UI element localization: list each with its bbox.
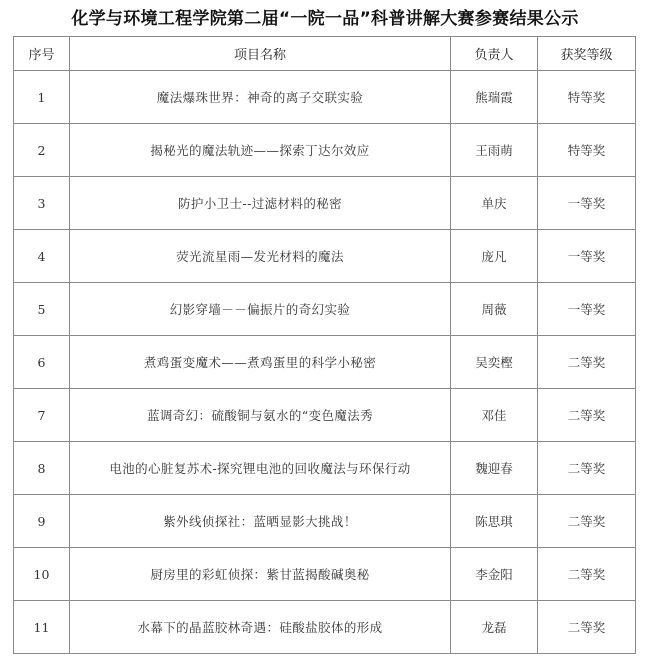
project-name: 煮鸡蛋变魔术——煮鸡蛋里的科学小秘密 — [70, 336, 451, 389]
project-name: 紫外线侦探社：蓝晒显影大挑战！ — [70, 495, 451, 548]
award-level: 二等奖 — [538, 389, 636, 442]
row-number: 2 — [14, 124, 70, 177]
header-project: 项目名称 — [70, 37, 451, 71]
award-level: 特等奖 — [538, 124, 636, 177]
award-level: 一等奖 — [538, 283, 636, 336]
project-name: 幻影穿墙－－偏振片的奇幻实验 — [70, 283, 451, 336]
award-level: 一等奖 — [538, 177, 636, 230]
page-title: 化学与环境工程学院第二届“一院一品”科普讲解大赛参赛结果公示 — [71, 9, 579, 29]
leader-name: 庞凡 — [451, 230, 538, 283]
table-row — [14, 601, 636, 654]
table-body — [14, 71, 636, 654]
leader-name: 邓佳 — [451, 389, 538, 442]
row-number: 7 — [14, 389, 70, 442]
row-number: 11 — [14, 601, 70, 654]
row-number: 9 — [14, 495, 70, 548]
award-level: 二等奖 — [538, 336, 636, 389]
award-level: 二等奖 — [538, 495, 636, 548]
row-number: 8 — [14, 442, 70, 495]
project-name: 揭秘光的魔法轨迹——探索丁达尔效应 — [70, 124, 451, 177]
header-no: 序号 — [14, 37, 70, 71]
table-row — [14, 336, 636, 389]
award-level: 一等奖 — [538, 230, 636, 283]
award-level: 二等奖 — [538, 601, 636, 654]
table-row — [14, 124, 636, 177]
leader-name: 王雨萌 — [451, 124, 538, 177]
project-name: 蓝调奇幻：硫酸铜与氨水的“变色魔法秀 — [70, 389, 451, 442]
row-number: 1 — [14, 71, 70, 124]
table-row — [14, 495, 636, 548]
project-name: 荧光流星雨—发光材料的魔法 — [70, 230, 451, 283]
row-number: 10 — [14, 548, 70, 601]
row-number: 3 — [14, 177, 70, 230]
award-level: 二等奖 — [538, 442, 636, 495]
project-name: 防护小卫士--过滤材料的秘密 — [70, 177, 451, 230]
project-name: 水幕下的晶蓝胶林奇遇：硅酸盐胶体的形成 — [70, 601, 451, 654]
leader-name: 李金阳 — [451, 548, 538, 601]
table-row — [14, 71, 636, 124]
project-name: 厨房里的彩虹侦探：紫甘蓝揭酸碱奥秘 — [70, 548, 451, 601]
results-table — [13, 36, 636, 654]
table-row — [14, 283, 636, 336]
leader-name: 周薇 — [451, 283, 538, 336]
leader-name: 魏迎春 — [451, 442, 538, 495]
award-level: 特等奖 — [538, 71, 636, 124]
leader-name: 吴奕樫 — [451, 336, 538, 389]
project-name: 电池的心脏复苏术-探究锂电池的回收魔法与环保行动 — [70, 442, 451, 495]
leader-name: 熊瑞霞 — [451, 71, 538, 124]
project-name: 魔法爆珠世界：神奇的离子交联实验 — [70, 71, 451, 124]
award-level: 二等奖 — [538, 548, 636, 601]
row-number: 4 — [14, 230, 70, 283]
row-number: 5 — [14, 283, 70, 336]
table-row — [14, 389, 636, 442]
leader-name: 单庆 — [451, 177, 538, 230]
header-award: 获奖等级 — [538, 37, 636, 71]
leader-name: 龙磊 — [451, 601, 538, 654]
header-leader: 负责人 — [451, 37, 538, 71]
row-number: 6 — [14, 336, 70, 389]
leader-name: 陈思琪 — [451, 495, 538, 548]
table-row — [14, 177, 636, 230]
table-row — [14, 442, 636, 495]
header-row — [14, 37, 636, 71]
table-row — [14, 230, 636, 283]
table-row — [14, 548, 636, 601]
table-header — [14, 37, 636, 71]
